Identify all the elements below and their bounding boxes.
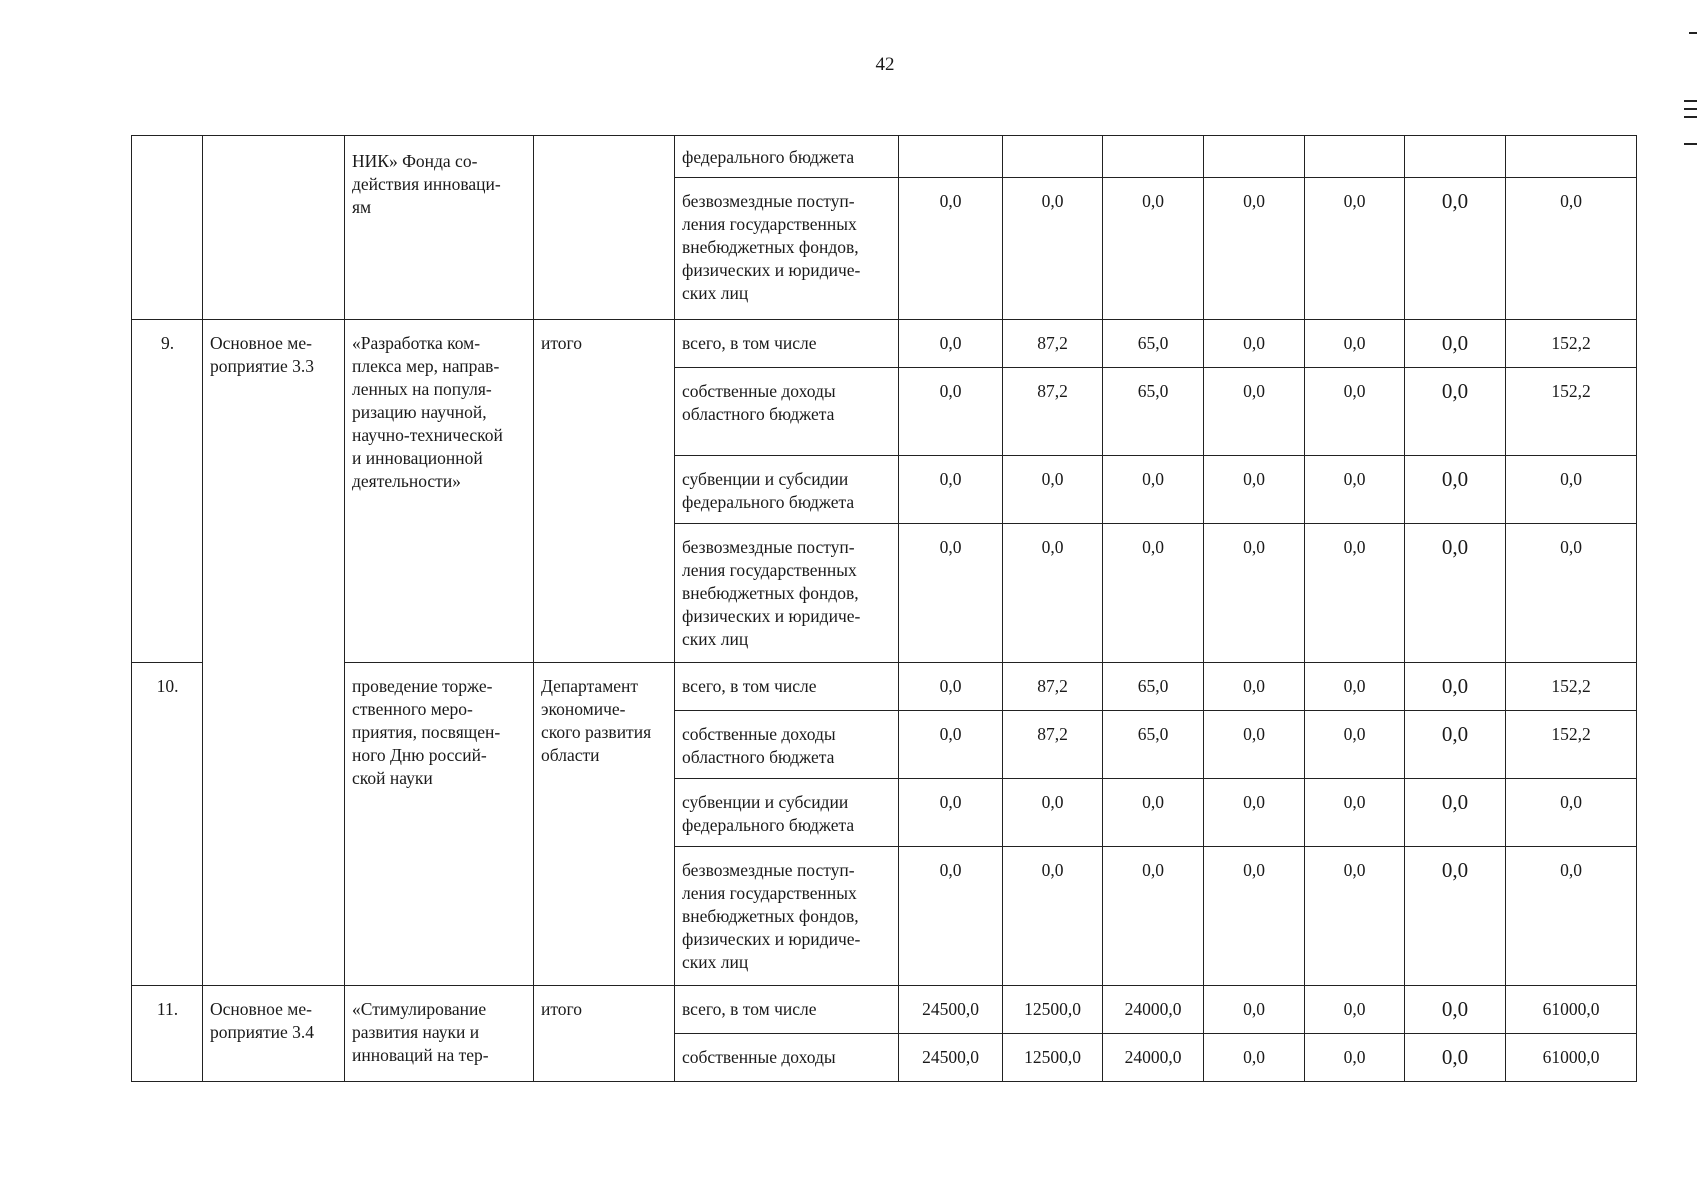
event-type-cell: Основное ме- роприятие 3.4: [203, 986, 345, 1082]
margin-mark-mid: [1684, 116, 1697, 118]
value-cell: 0,0: [1405, 847, 1506, 986]
row-number: 11.: [132, 986, 203, 1082]
event-name-cell: «Разработка ком- плекса мер, направ- ленных на популя- ризацию научной, научно-технической и инновационной деятельности»: [345, 320, 534, 663]
value-cell: [1103, 136, 1204, 178]
value-cell: 0,0: [1305, 368, 1405, 456]
value-cell: 0,0: [1405, 368, 1506, 456]
value-cell: 0,0: [1405, 1034, 1506, 1082]
value-cell: 152,2: [1506, 368, 1637, 456]
table-row: [132, 320, 1637, 368]
margin-mark-bottom: [1684, 143, 1697, 145]
value-cell: 0,0: [1305, 178, 1405, 320]
value-cell: 24000,0: [1103, 1034, 1204, 1082]
value-cell: [1305, 136, 1405, 178]
value-cell: 0,0: [1305, 456, 1405, 524]
funding-source-cell: собственные доходы областного бюджета: [675, 368, 899, 456]
value-cell: 12500,0: [1003, 986, 1103, 1034]
value-cell: 0,0: [1204, 178, 1305, 320]
value-cell: 0,0: [1405, 986, 1506, 1034]
value-cell: 0,0: [1405, 711, 1506, 779]
margin-mark-mid: [1684, 108, 1697, 110]
value-cell: 61000,0: [1506, 986, 1637, 1034]
value-cell: 65,0: [1103, 368, 1204, 456]
margin-mark-top: [1689, 32, 1697, 34]
value-cell: 0,0: [1405, 524, 1506, 663]
row-number: 9.: [132, 320, 203, 663]
value-cell: 0,0: [899, 779, 1003, 847]
event-name-cell: проведение торже- ственного меро- приятия, посвящен- ного Дню россий- ской науки: [345, 663, 534, 986]
value-cell: 0,0: [1405, 320, 1506, 368]
value-cell: 0,0: [1405, 456, 1506, 524]
value-cell: 0,0: [1506, 847, 1637, 986]
funding-source-cell: собственные доходы областного бюджета: [675, 711, 899, 779]
value-cell: 0,0: [1103, 779, 1204, 847]
table-row: [132, 136, 1637, 178]
value-cell: 0,0: [1003, 178, 1103, 320]
value-cell: 87,2: [1003, 663, 1103, 711]
page-number: 42: [875, 54, 895, 75]
funding-source-cell: федерального бюджета: [675, 136, 899, 178]
value-cell: 0,0: [1305, 663, 1405, 711]
value-cell: 0,0: [1204, 779, 1305, 847]
executor-cell: итого: [534, 320, 675, 663]
value-cell: 24000,0: [1103, 986, 1204, 1034]
value-cell: 0,0: [1506, 456, 1637, 524]
executor-cell: итого: [534, 986, 675, 1082]
value-cell: 0,0: [899, 456, 1003, 524]
value-cell: 65,0: [1103, 711, 1204, 779]
funding-source-cell: всего, в том числе: [675, 320, 899, 368]
value-cell: 0,0: [1506, 779, 1637, 847]
event-name-cell: «Стимулирование развития науки и инноваций на тер-: [345, 986, 534, 1082]
funding-source-cell: безвозмездные поступ- ления государственных внебюджетных фондов, физических и юридиче- ских лиц: [675, 178, 899, 320]
value-cell: 61000,0: [1506, 1034, 1637, 1082]
value-cell: 0,0: [1405, 663, 1506, 711]
executor-cell: [534, 136, 675, 320]
value-cell: 0,0: [1405, 178, 1506, 320]
value-cell: 0,0: [1204, 1034, 1305, 1082]
value-cell: 0,0: [1305, 524, 1405, 663]
value-cell: 65,0: [1103, 320, 1204, 368]
value-cell: 0,0: [1305, 847, 1405, 986]
funding-source-cell: всего, в том числе: [675, 986, 899, 1034]
value-cell: 152,2: [1506, 711, 1637, 779]
value-cell: 0,0: [899, 711, 1003, 779]
budget-table: [131, 135, 1637, 1082]
value-cell: 0,0: [1003, 779, 1103, 847]
funding-source-cell: собственные доходы: [675, 1034, 899, 1082]
row-number: 10.: [132, 663, 203, 986]
value-cell: 0,0: [899, 178, 1003, 320]
executor-cell: Департамент экономиче- ского развития области: [534, 663, 675, 986]
value-cell: [1506, 136, 1637, 178]
funding-source-cell: безвозмездные поступ- ления государственных внебюджетных фондов, физических и юридиче- ских лиц: [675, 847, 899, 986]
value-cell: 0,0: [1103, 178, 1204, 320]
value-cell: 0,0: [1204, 663, 1305, 711]
funding-source-cell: субвенции и субсидии федерального бюджета: [675, 779, 899, 847]
value-cell: 0,0: [1305, 320, 1405, 368]
value-cell: 0,0: [1204, 847, 1305, 986]
number-cell: [132, 136, 203, 320]
value-cell: 0,0: [1506, 524, 1637, 663]
value-cell: 0,0: [1305, 1034, 1405, 1082]
value-cell: 152,2: [1506, 320, 1637, 368]
value-cell: 152,2: [1506, 663, 1637, 711]
value-cell: 12500,0: [1003, 1034, 1103, 1082]
event-name-cell: НИК» Фонда со- действия инноваци- ям: [345, 136, 534, 320]
value-cell: 0,0: [899, 847, 1003, 986]
value-cell: 0,0: [1003, 847, 1103, 986]
value-cell: [899, 136, 1003, 178]
value-cell: 0,0: [1103, 524, 1204, 663]
value-cell: 0,0: [1204, 368, 1305, 456]
value-cell: 0,0: [1003, 524, 1103, 663]
value-cell: 0,0: [1405, 779, 1506, 847]
value-cell: 0,0: [1103, 847, 1204, 986]
value-cell: 87,2: [1003, 711, 1103, 779]
value-cell: [1003, 136, 1103, 178]
value-cell: 65,0: [1103, 663, 1204, 711]
value-cell: 24500,0: [899, 986, 1003, 1034]
value-cell: [1204, 136, 1305, 178]
margin-mark-mid: [1684, 100, 1697, 102]
funding-source-cell: субвенции и субсидии федерального бюджета: [675, 456, 899, 524]
table-row: [132, 986, 1637, 1034]
value-cell: 0,0: [1506, 178, 1637, 320]
value-cell: 0,0: [1003, 456, 1103, 524]
value-cell: 0,0: [899, 524, 1003, 663]
value-cell: 0,0: [1305, 986, 1405, 1034]
event-type-cell: [203, 136, 345, 320]
value-cell: 0,0: [1305, 779, 1405, 847]
value-cell: 87,2: [1003, 368, 1103, 456]
value-cell: 0,0: [1204, 711, 1305, 779]
value-cell: 0,0: [899, 663, 1003, 711]
value-cell: 0,0: [1103, 456, 1204, 524]
value-cell: 0,0: [899, 368, 1003, 456]
value-cell: 0,0: [1305, 711, 1405, 779]
table-row: [132, 663, 1637, 711]
value-cell: [1405, 136, 1506, 178]
value-cell: 0,0: [1204, 986, 1305, 1034]
event-type-cell: Основное ме- роприятие 3.3: [203, 320, 345, 986]
funding-source-cell: безвозмездные поступ- ления государственных внебюджетных фондов, физических и юридиче- ских лиц: [675, 524, 899, 663]
value-cell: 0,0: [899, 320, 1003, 368]
value-cell: 0,0: [1204, 320, 1305, 368]
value-cell: 24500,0: [899, 1034, 1003, 1082]
value-cell: 0,0: [1204, 456, 1305, 524]
value-cell: 87,2: [1003, 320, 1103, 368]
value-cell: 0,0: [1204, 524, 1305, 663]
funding-source-cell: всего, в том числе: [675, 663, 899, 711]
